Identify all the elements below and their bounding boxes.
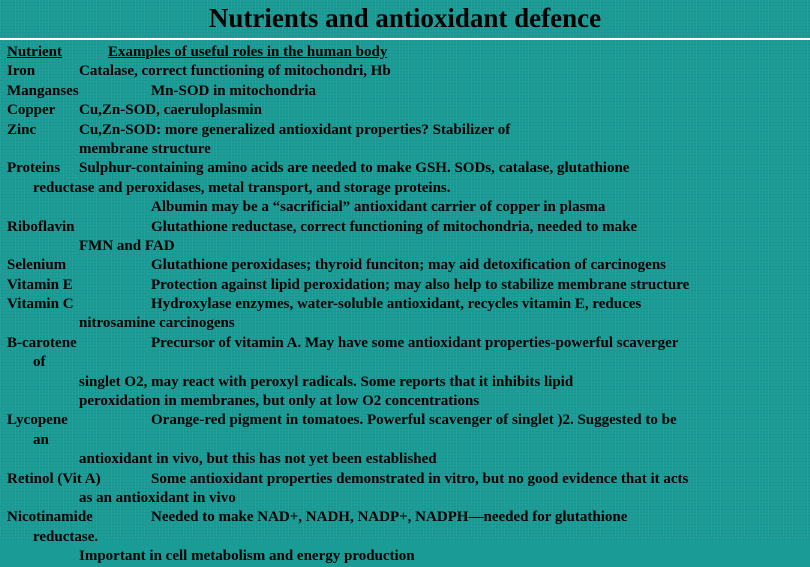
continuation-text: Important in cell metabolism and energy production [79,548,415,565]
row-continuation [7,198,807,217]
table-row [7,62,807,81]
row-continuation [7,489,807,508]
continuation-text: reductase. [33,528,99,545]
row-continuation [7,547,807,566]
continuation-text: antioxidant in vivo, but this has not yet been established [79,451,437,468]
row-continuation [7,528,807,547]
continuation-text: Albumin may be a “sacrificial” antioxidant carrier of copper in plasma [151,199,606,216]
nutrient-name: Zinc [7,121,37,138]
header-roles: Examples of useful roles in the human body [108,44,388,60]
nutrient-name: Manganses [7,82,79,99]
nutrient-role: Protection against lipid peroxidation; may also help to stabilize membrane structure [151,276,690,293]
nutrient-role: Hydroxylase enzymes, water-soluble antioxidant, recycles vitamin E, reduces [151,296,642,313]
table-row [7,256,807,275]
nutrient-role: Some antioxidant properties demonstrated in vitro, but no good evidence that it acts [151,470,689,487]
continuation-text: singlet O2, may react with peroxyl radicals. Some reports that it inhibits lipid [79,373,574,390]
nutrient-name: Copper [7,102,56,119]
header-nutrient: Nutrient [7,44,62,60]
row-continuation [7,314,807,333]
continuation-text: membrane structure [79,140,211,157]
continuation-text: reductase and peroxidases, metal transport, and storage proteins. [33,179,451,196]
row-continuation [7,373,807,392]
row-continuation [7,353,807,372]
nutrient-name: Vitamin C [7,296,74,313]
nutrient-role: Orange-red pigment in tomatoes. Powerful scavenger of singlet )2. Suggested to be [151,412,677,429]
nutrient-name: Retinol (Vit A) [7,470,101,487]
row-continuation [7,179,807,198]
nutrient-name: Lycopene [7,412,68,429]
row-continuation [7,431,807,450]
continuation-text: of [33,354,46,371]
continuation-text: as an antioxidant in vivo [79,489,236,506]
nutrient-role: Glutathione peroxidases; thyroid funciton; may aid detoxification of carcinogens [151,257,667,274]
slide-title: Nutrients and antioxidant defence [208,3,602,33]
table-row [7,218,807,237]
row-continuation [7,140,807,159]
row-continuation [7,392,807,411]
continuation-text: nitrosamine carcinogens [79,315,235,332]
table-row [7,101,807,120]
title-divider [0,38,810,40]
row-continuation [7,237,807,256]
nutrient-table [7,43,807,567]
row-continuation [7,450,807,469]
table-row [7,508,807,527]
nutrient-name: Vitamin E [7,276,73,293]
nutrient-name: Iron [7,63,36,80]
nutrient-role: Catalase, correct functioning of mitochondri, Hb [79,63,391,80]
table-row [7,276,807,295]
nutrient-role: Glutathione reductase, correct functioning of mitochondria, needed to make [151,218,638,235]
nutrient-role: Needed to make NAD+, NADH, NADP+, NADPH—needed for glutathione [151,509,628,526]
continuation-text: an [33,431,49,448]
continuation-text: FMN and FAD [79,237,175,254]
nutrient-role: Cu,Zn-SOD, caeruloplasmin [79,102,262,119]
nutrient-name: B-carotene [7,334,77,351]
table-row [7,470,807,489]
nutrient-name: Proteins [7,160,61,177]
nutrient-name: Nicotinamide [7,509,93,526]
table-row [7,82,807,101]
table-row [7,334,807,353]
nutrient-role: Sulphur-containing amino acids are needed to make GSH. SODs, catalase, glutathione [79,160,630,177]
nutrient-role: Cu,Zn-SOD: more generalized antioxidant properties? Stabilizer of [79,121,511,138]
nutrient-role: Mn-SOD in mitochondria [151,82,317,99]
nutrient-name: Riboflavin [7,218,75,235]
table-row [7,159,807,178]
nutrient-role: Precursor of vitamin A. May have some antioxidant properties-powerful scaverger [151,334,679,351]
table-row [7,411,807,430]
continuation-text: peroxidation in membranes, but only at low O2 concentrations [79,393,480,410]
table-header [7,43,807,62]
table-rows [7,62,807,566]
nutrient-name: Selenium [7,257,67,274]
table-row [7,295,807,314]
table-row [7,121,807,140]
